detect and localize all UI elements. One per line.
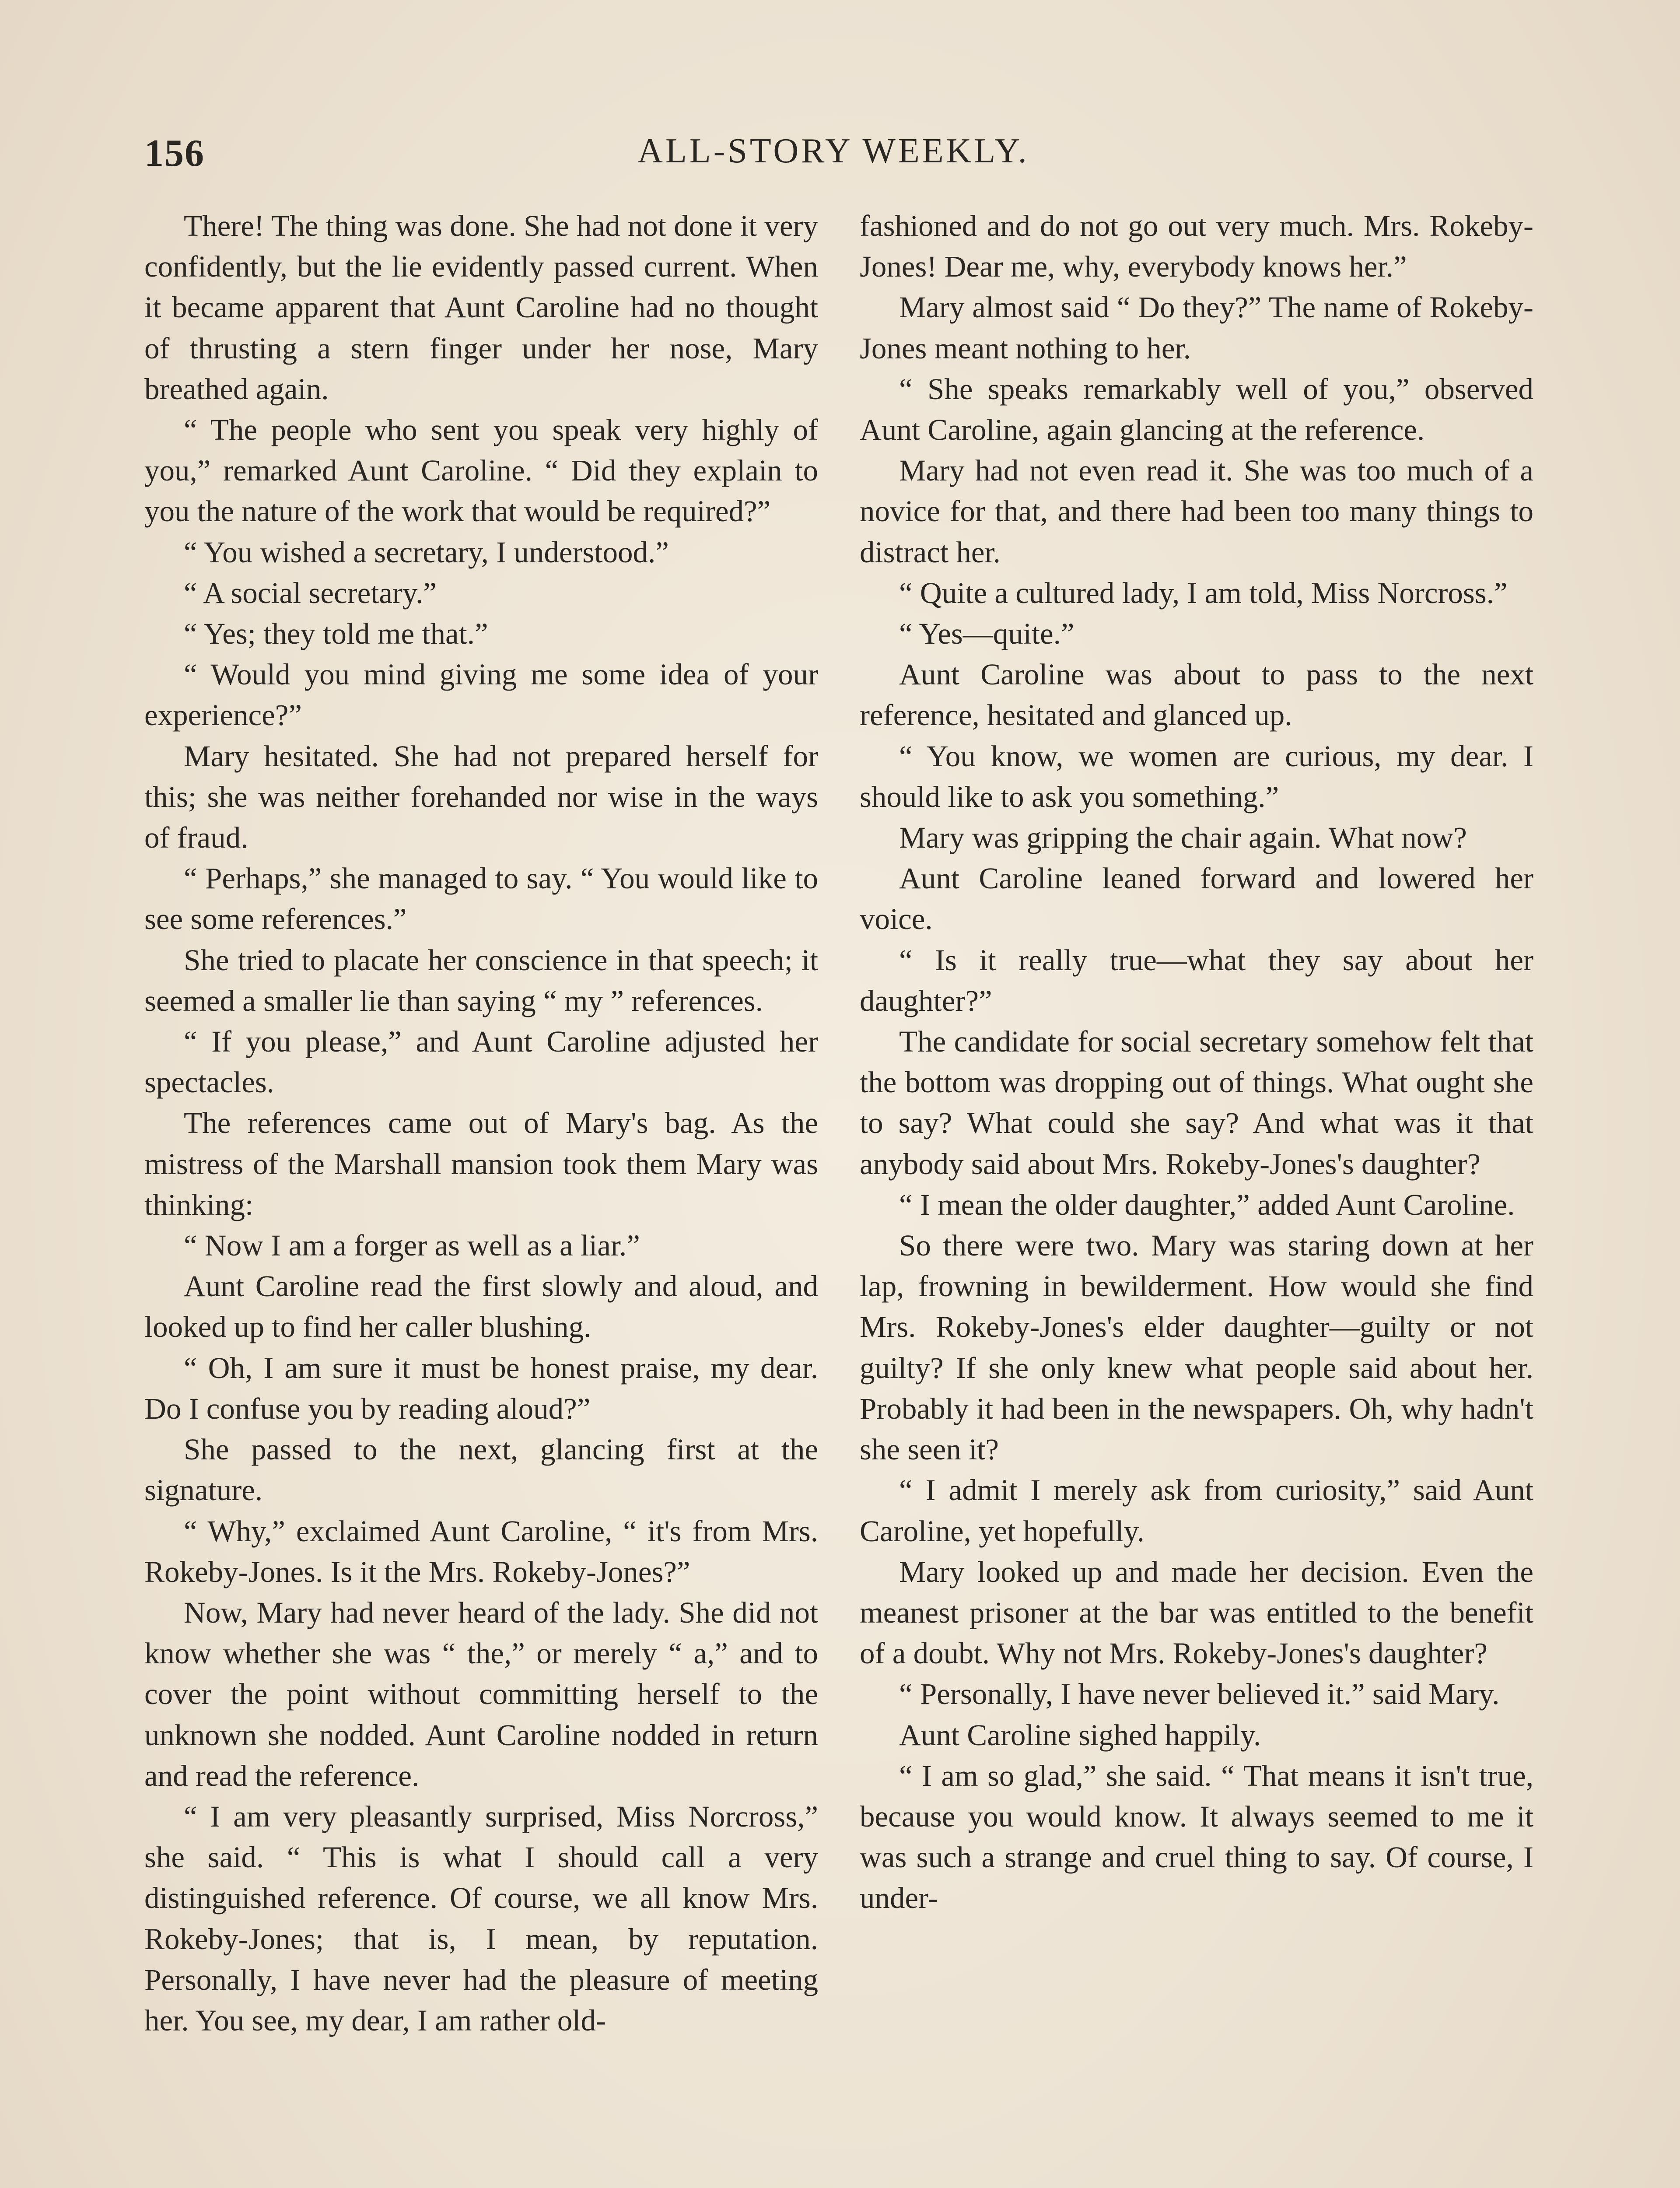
paragraph: “ Personally, I have never believed it.” said Mary. xyxy=(899,1677,1500,1711)
paragraph: “ I mean the older daughter,” added Aunt Caroline. xyxy=(899,1188,1515,1221)
paragraph: “ Why,” exclaimed Aunt Caroline, “ it's from Mrs. Rokeby-Jones. Is it the Mrs. Rokeby-Jones?” xyxy=(144,1514,818,1588)
paragraph: “ You know, we women are curious, my dear. I should like to ask you something.” xyxy=(860,739,1533,813)
paragraph: “ I am very pleasantly surprised, Miss Norcross,” she said. “ This is what I should call a very distinguished reference. Of course, we all know Mrs. Rokeby-Jones; that is, I mean, by reputation. Personally, I have never had the pleasure of meeting her. You see, my dear, I am rather old- xyxy=(144,1799,818,2037)
paragraph: Mary hesitated. She had not prepared herself for this; she was neither forehanded nor wise in the ways of fraud. xyxy=(144,739,818,855)
page-header xyxy=(118,127,1549,184)
paragraph: Now, Mary had never heard of the lady. She did not know whether she was “ the,” or merely “ a,” and to cover the point without committing herself to the unknown she nodded. Aunt Caroline nodded in return and read the reference. xyxy=(144,1595,818,1792)
paragraph: “ Yes—quite.” xyxy=(899,617,1074,651)
paragraph: “ I admit I merely ask from curiosity,” said Aunt Caroline, yet hopefully. xyxy=(860,1473,1533,1548)
paragraph: “ You wished a secretary, I understood.” xyxy=(184,535,669,569)
paragraph: She tried to placate her conscience in that speech; it seemed a smaller lie than saying “ my ” references. xyxy=(144,943,818,1017)
paragraph: Aunt Caroline was about to pass to the next reference, hesitated and glanced up. xyxy=(860,658,1533,732)
paragraph: “ A social secretary.” xyxy=(184,576,437,610)
magazine-title: ALL-STORY WEEKLY. xyxy=(637,132,1029,170)
paragraph: Mary had not even read it. She was too much of a novice for that, and there had been too many things to distract her. xyxy=(860,454,1533,569)
paragraph: “ I am so glad,” she said. “ That means it isn't true, because you would know. It always seemed to me it was such a strange and cruel thing to say. Of course, I under- xyxy=(860,1759,1533,1915)
paragraph: The candidate for social secretary somehow felt that the bottom was dropping out of things. What ought she to say? What could she say? And what was it that anybody said about Mrs. Rokeby-Jones's daughter? xyxy=(860,1025,1533,1181)
paragraph: Aunt Caroline leaned forward and lowered her voice. xyxy=(860,862,1533,936)
paragraph: She passed to the next, glancing first at the signature. xyxy=(144,1433,818,1507)
paragraph: Aunt Caroline sighed happily. xyxy=(899,1718,1261,1752)
paragraph: There! The thing was done. She had not done it very confidently, but the lie evidently passed current. When it became apparent that Aunt Caroline had no thought of thrusting a stern finger under her nose, Mary breathed again. xyxy=(144,209,818,406)
paragraph: “ Is it really true—what they say about her daughter?” xyxy=(860,943,1533,1017)
paragraph: “ Now I am a forger as well as a liar.” xyxy=(184,1229,640,1262)
paragraph: Mary was gripping the chair again. What now? xyxy=(899,821,1467,855)
paragraph: “ If you please,” and Aunt Caroline adjusted her spectacles. xyxy=(144,1025,818,1099)
right-text-column xyxy=(860,206,1533,2188)
paragraph: “ She speaks remarkably well of you,” observed Aunt Caroline, again glancing at the reference. xyxy=(860,372,1533,447)
paragraph: “ Quite a cultured lady, I am told, Miss Norcross.” xyxy=(899,576,1508,610)
paragraph: Aunt Caroline read the first slowly and aloud, and looked up to find her caller blushing. xyxy=(144,1269,818,1344)
paragraph: “ Would you mind giving me some idea of your experience?” xyxy=(144,658,818,732)
paragraph: fashioned and do not go out very much. Mrs. Rokeby-Jones! Dear me, why, everybody knows her.” xyxy=(860,209,1533,284)
paragraph: Mary looked up and made her decision. Even the meanest prisoner at the bar was entitled to the benefit of a doubt. Why not Mrs. Rokeby-Jones's daughter? xyxy=(860,1555,1533,1670)
paragraph: So there were two. Mary was staring down at her lap, frowning in bewilderment. How would she find Mrs. Rokeby-Jones's elder daughter—guilty or not guilty? If she only knew what people said about her. Probably it had been in the newspapers. Oh, why hadn't she seen it? xyxy=(860,1229,1533,1466)
paragraph: “ Yes; they told me that.” xyxy=(184,617,488,651)
paragraph: Mary almost said “ Do they?” The name of Rokeby-Jones meant nothing to her. xyxy=(860,291,1533,365)
left-text-column xyxy=(144,206,818,2188)
paragraph: “ The people who sent you speak very highly of you,” remarked Aunt Caroline. “ Did they explain to you the nature of the work that would be required?” xyxy=(144,413,818,528)
paragraph: The references came out of Mary's bag. As the mistress of the Marshall mansion took them Mary was thinking: xyxy=(144,1106,818,1221)
page-number: 156 xyxy=(144,132,205,175)
paragraph: “ Perhaps,” she managed to say. “ You would like to see some references.” xyxy=(144,862,818,936)
paragraph: “ Oh, I am sure it must be honest praise, my dear. Do I confuse you by reading aloud?” xyxy=(144,1351,818,1425)
